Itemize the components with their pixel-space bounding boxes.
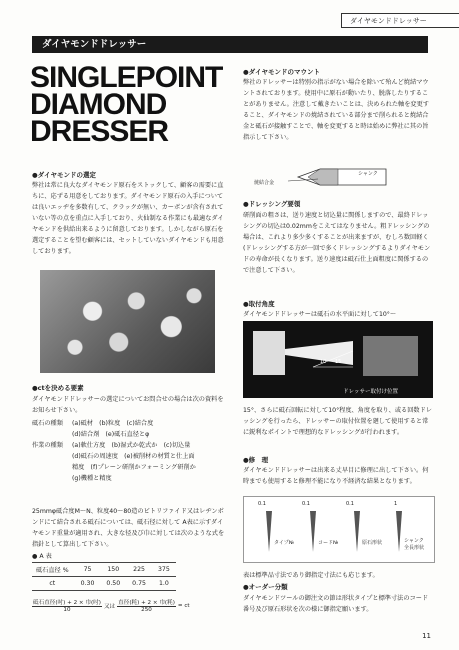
table-cell: 0.75 xyxy=(126,577,152,591)
header-tab: ダイヤモンドドレッサー xyxy=(341,13,459,28)
row-line: 精度 (f)プレーン研削かフォーミング研削か xyxy=(72,464,196,471)
formula-or: 又は xyxy=(103,603,116,610)
row-line: (g)機種と精度 xyxy=(72,475,112,482)
shank-label: シャンク xyxy=(358,171,378,177)
table-cell: 0.50 xyxy=(100,577,126,591)
mounting-caption: ドレッサー取付け位置 xyxy=(343,389,398,395)
ct-text: ダイヤモンドドレッサーの選定についてお問合せの場合は次の資料をお知らせ下さい。 xyxy=(32,396,224,414)
table-cell: 75 xyxy=(75,563,101,577)
title-line-1: SINGLEPOINT xyxy=(30,61,223,94)
table-cell: 0.30 xyxy=(75,577,101,591)
note-text: 25mmφ砥合度M～N、粒度40～80造のビトリファイド又はレヂンボンドにて結合される砥石については、砥石径に対して A表に示すダイヤモンド重量が適用され、大きな径及び巾に対しては次のような式を指針として算出して下さい。 xyxy=(32,508,225,548)
table-cell: 1.0 xyxy=(152,577,176,591)
angle-text: ダイヤモンドドレッサーは砥石の水平面に対して10°～ xyxy=(243,311,397,318)
row-label: 砥石の種類 xyxy=(32,420,63,427)
formula-result: = ct xyxy=(177,602,190,609)
tool-num: 1 xyxy=(394,501,398,507)
tool-label: 原石形状 xyxy=(362,540,383,546)
page-number: 11 xyxy=(422,632,431,640)
ct-heading: ●ctを決める要素 xyxy=(32,384,84,392)
formula-numerator: 砥石直径(吋) + 2 × 巾(吋) xyxy=(33,600,101,606)
angle-label-a: 10 xyxy=(320,359,327,365)
row-line: (d)結合剤 (e)砥石直径とφ xyxy=(72,431,150,438)
tool-label: タイプ№ xyxy=(274,540,294,546)
title-line-3: DRESSER xyxy=(30,115,169,148)
tool-num: 0.1 xyxy=(302,501,310,507)
diamonds-photo xyxy=(40,270,215,373)
page-title xyxy=(30,61,240,148)
angle-label-b: 15 xyxy=(335,359,342,365)
row-line: (d)砥石の周速度 (e)被削材の材質と仕上面 xyxy=(72,453,195,460)
repair-text: ダイヤモンドドレッサーは出来る丈早目に修理に出して下さい。何時までも使用すると修理不能になり不経済な結果となります。 xyxy=(243,467,429,485)
order-text: ダイヤモンドツールの御注文の節は形状タイプと標準寸法のコード番号及び原石形状を次の様に御指定願います。 xyxy=(243,595,429,613)
a-table xyxy=(32,562,176,591)
selection-heading: ●ダイヤモンドの選定 xyxy=(32,171,97,179)
table-cell: 150 xyxy=(100,563,126,577)
mount-heading: ●ダイヤモンドのマウント xyxy=(243,68,321,76)
table-caption: ● A 表 xyxy=(32,553,52,560)
formula-numerator: 直径(粍) + 2 × 巾(粍) xyxy=(118,600,175,606)
tool-num: 0.1 xyxy=(258,501,266,507)
row-line: (a)砥材 (b)粒度 (c)結合度 xyxy=(72,420,154,427)
table-label: 砥石直径 % xyxy=(32,563,75,577)
table-cell: 375 xyxy=(152,563,176,577)
mount-text: 弊社のドレッサーは特別の指示がない場合を除いて殆んど焼結マウントされております。使用中に原石が動いたり、脱落したりすることがありません。注意して戴きたいことは、決められた軸を変更すること、ダイヤモンドの焼結されている部分まで削られると焼結合金と砥石が接触すことで、軸を変更すると時は始めに弊社に其の旨指示して下さい。 xyxy=(243,79,429,141)
tool-label: コード№ xyxy=(318,540,339,546)
formula-denominator: 250 xyxy=(141,607,152,613)
dressing-heading: ●ドレッシング要領 xyxy=(243,200,301,208)
table-label: ct xyxy=(32,577,75,591)
mount-diagram xyxy=(268,163,418,191)
formula-denominator: 10 xyxy=(63,607,71,613)
alloy-label: 焼結合金 xyxy=(254,180,275,186)
grinding-wheel-types xyxy=(32,418,227,484)
row-label: 作業の種類 xyxy=(32,442,63,449)
selection-text: 弊社は常に良大なダイヤモンド原石をストックして、顧客の需要に直ちに、応ずる用意をしております。ダイヤモンド原石の入手については良いエッヂを多数有して、クラックが無い、カーボンが含有されていない等の点を重点に入手しており、火仙制なる作業にも最適なダイヤモンドを供給出来るように留意しております。しかしながら原石を選定することを望む顧客には、セットしていないダイヤモンドも用意しております。 xyxy=(32,182,224,255)
formula xyxy=(32,598,232,613)
row-line: (a)軟仕方度 (b)湿式か乾式か (c)切込量 xyxy=(72,442,191,449)
tool-num: 0.1 xyxy=(346,501,354,507)
section-title-bar: ダイヤモンドドレッサー xyxy=(32,36,428,53)
tool-label: シャンク 全長形状 xyxy=(404,538,425,551)
title-line-2: DIAMOND xyxy=(30,88,167,121)
mounting-angle-diagram xyxy=(243,321,433,398)
order-heading: ●オーダー分類 xyxy=(243,583,288,591)
table-cell: 225 xyxy=(126,563,152,577)
tool-types-diagram xyxy=(243,496,435,563)
angle-text-cont: 15°、さらに砥石回転に対して10°程度、角度を取り、或る回数ドレッシングを行ったら、ドレッサーの取付位置を廻して使用すると常に鋭利なポイントで理想的なドレッシングが行われます。 xyxy=(243,407,432,436)
standard-note: 表は標準品寸法であり御指定寸法にも応じます。 xyxy=(243,572,379,579)
dressing-text: 研削面の粗さは、送り速度と切込量に関係しますので、最終ドレッシングの切込は0.02mmをこえてはなりません。粗ドレッシングの場合は、これより多少多くすることが出来ますが、むしろ数回軽く(ドレッシングする方が一回で多くドレッシングするよりダイヤモンドの寿命が長くなります。送り速度は砥石仕上面粗度に関係するので注意して下さい。 xyxy=(243,212,431,274)
angle-heading: ●取付角度 xyxy=(243,300,275,308)
repair-heading: ●修 理 xyxy=(243,456,269,464)
